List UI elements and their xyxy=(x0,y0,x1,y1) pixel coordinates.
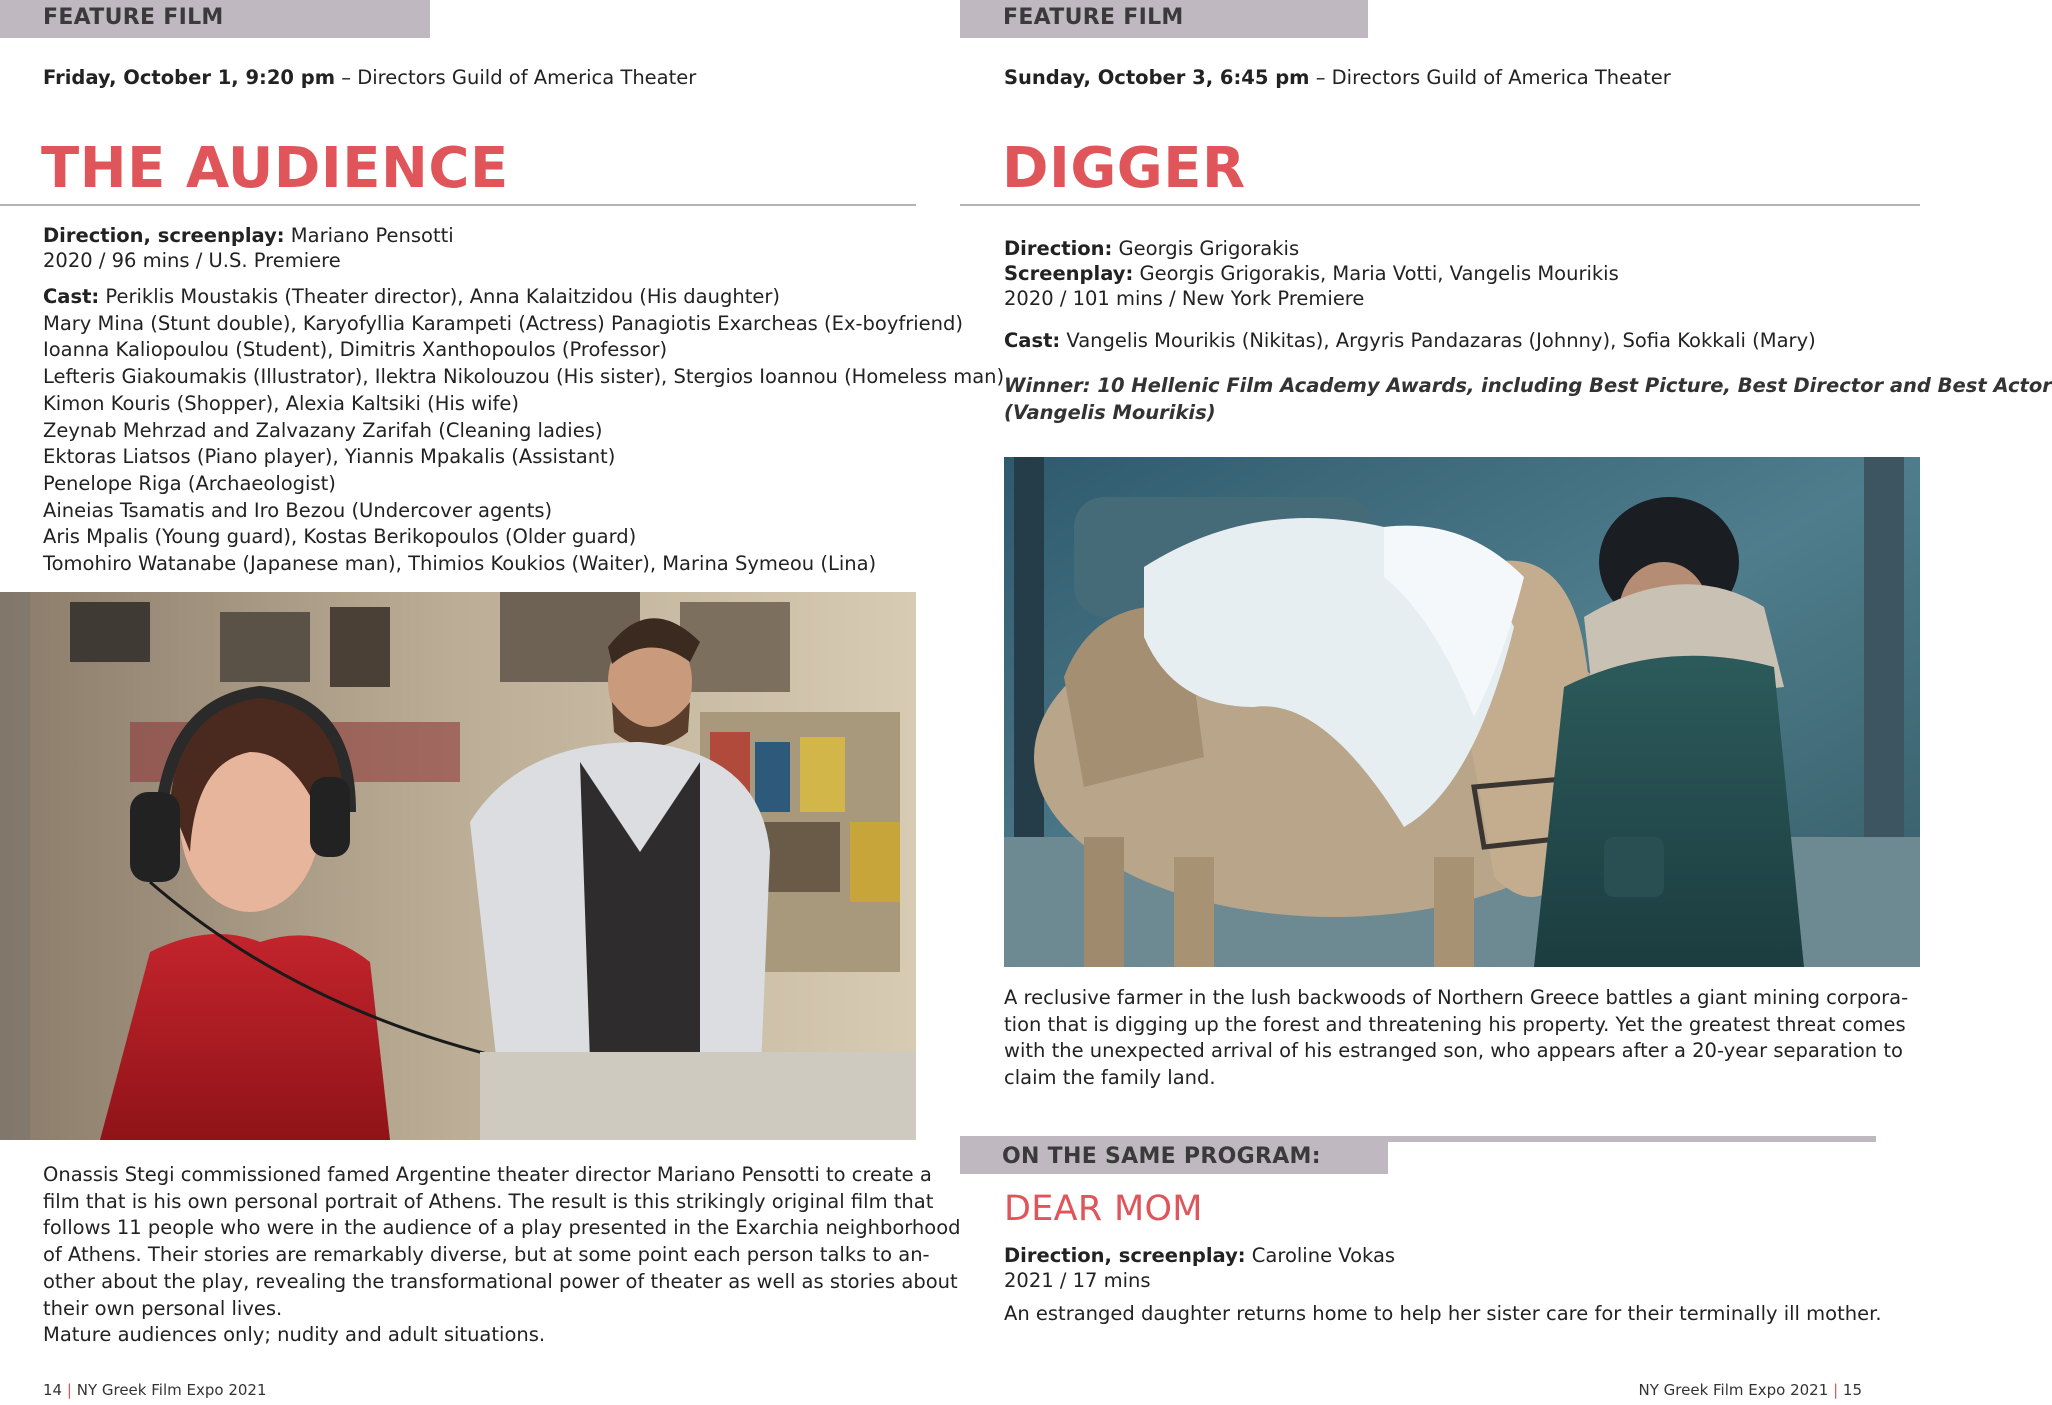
tab-label: FEATURE FILM xyxy=(1003,5,1184,30)
short-film-synopsis: An estranged daughter returns home to help her sister care for their terminally ill mother. xyxy=(1004,1302,1882,1325)
cast-line: Mary Mina (Stunt double), Karyofyllia Karampeti (Actress) Panagiotis Exarcheas (Ex-boyfriend) xyxy=(43,311,964,335)
cast-line: Zeynab Mehrzad and Zalvazany Zarifah (Cleaning ladies) xyxy=(43,418,603,442)
cast-line: Lefteris Giakoumakis (Illustrator), Ilektra Nikolouzou (His sister), Stergios Ioannou (Homeless man) xyxy=(43,365,1005,389)
page-number: 14 xyxy=(43,1381,63,1399)
cast-line: Penelope Riga (Archaeologist) xyxy=(43,471,336,495)
awards-note xyxy=(1004,372,2052,426)
synopsis-line: Onassis Stegi commissioned famed Argentine theater director Mariano Pensotti to create a xyxy=(43,1163,932,1186)
feature-film-tab-left xyxy=(0,0,430,38)
awards-line: Winner: 10 Hellenic Film Academy Awards, including Best Picture, Best Director and Best Actor xyxy=(1004,374,2052,397)
tab-label: ON THE SAME PROGRAM: xyxy=(1002,1144,1321,1169)
synopsis-line: tion that is digging up the forest and threatening his property. Yet the greatest threat comes xyxy=(1004,1012,1906,1036)
cast-label: Cast: xyxy=(43,285,100,308)
cast-line: Cast: Periklis Moustakis (Theater director), Anna Kalaitzidou (His daughter) xyxy=(43,285,780,308)
page-number: 15 xyxy=(1842,1381,1862,1399)
film-meta: 2021 / 17 mins xyxy=(1004,1269,1151,1292)
feature-film-tab-right xyxy=(960,0,1368,38)
credits-left xyxy=(43,223,454,273)
credit-value: Caroline Vokas xyxy=(1245,1244,1396,1267)
film-title-left: THE AUDIENCE xyxy=(41,136,509,201)
film-meta: 2020 / 101 mins / New York Premiere xyxy=(1004,287,1365,310)
synopsis-line: claim the family land. xyxy=(1004,1066,1216,1090)
screenplay-value: Georgis Grigorakis, Maria Votti, Vangelis Mourikis xyxy=(1133,262,1619,285)
short-film-title: DEAR MOM xyxy=(1004,1189,1203,1229)
same-program-tab xyxy=(960,1140,1388,1174)
film-still-digger xyxy=(1004,457,1920,967)
footer-separator: | xyxy=(1833,1381,1839,1399)
synopsis-left xyxy=(43,1162,961,1349)
cast-line: Ioanna Kaliopoulou (Student), Dimitris Xanthopoulos (Professor) xyxy=(43,338,668,362)
synopsis-line: with the unexpected arrival of his estranged son, who appears after a 20-year separation to xyxy=(1004,1039,1903,1063)
synopsis-line: other about the play, revealing the transformational power of theater as well as stories about xyxy=(43,1269,958,1293)
synopsis-line: their own personal lives. xyxy=(43,1296,283,1320)
footer-text: NY Greek Film Expo 2021 xyxy=(1638,1381,1829,1399)
synopsis-line: Mature audiences only; nudity and adult situations. xyxy=(43,1323,546,1347)
date-venue: – Directors Guild of America Theater xyxy=(335,66,697,89)
synopsis-line: follows 11 people who were in the audience of a play presented in the Exarchia neighborhood xyxy=(43,1216,961,1240)
cast-line: Tomohiro Watanabe (Japanese man), Thimios Koukios (Waiter), Marina Symeou (Lina) xyxy=(43,552,877,576)
cast-line: Aris Mpalis (Young guard), Kostas Berikopoulos (Older guard) xyxy=(43,525,637,549)
date-bold: Friday, October 1, 9:20 pm xyxy=(43,66,336,89)
film-title-right: DIGGER xyxy=(1002,136,1246,201)
awards-line: (Vangelis Mourikis) xyxy=(1004,401,1216,424)
credit-value: Mariano Pensotti xyxy=(284,224,454,247)
credit-label: Direction, screenplay: xyxy=(1004,1244,1246,1267)
short-film-credits xyxy=(1004,1243,1395,1293)
date-bold: Sunday, October 3, 6:45 pm xyxy=(1004,66,1310,89)
cast-line: Ektoras Liatsos (Piano player), Yiannis Mpakalis (Assistant) xyxy=(43,445,616,469)
cast-list-right xyxy=(1004,328,1816,355)
footer-separator: | xyxy=(66,1381,72,1399)
synopsis-line: film that is his own personal portrait of Athens. The result is this strikingly original film that xyxy=(43,1189,934,1213)
page-footer-left xyxy=(43,1381,267,1399)
credit-label: Direction, screenplay: xyxy=(43,224,285,247)
cast-line: Aineias Tsamatis and Iro Bezou (Undercover agents) xyxy=(43,498,553,522)
synopsis-line: of Athens. Their stories are remarkably diverse, but at some point each person talks to an- xyxy=(43,1243,930,1267)
cast-value: Vangelis Mourikis (Nikitas), Argyris Pandazaras (Johnny), Sofia Kokkali (Mary) xyxy=(1060,329,1816,352)
credits-right xyxy=(1004,236,1619,311)
synopsis-right xyxy=(1004,985,1908,1092)
film-still-the-audience xyxy=(0,592,916,1140)
date-venue: – Directors Guild of America Theater xyxy=(1309,66,1671,89)
direction-label: Direction: xyxy=(1004,237,1113,260)
tab-label: FEATURE FILM xyxy=(43,5,224,30)
film-meta: 2020 / 96 mins / U.S. Premiere xyxy=(43,249,341,272)
page-footer-right xyxy=(1639,1381,1863,1399)
cast-list-left xyxy=(43,284,1004,578)
title-rule-left xyxy=(0,204,916,206)
screening-date-right xyxy=(1004,66,1671,89)
screenplay-label: Screenplay: xyxy=(1004,262,1134,285)
cast-line: Kimon Kouris (Shopper), Alexia Kaltsiki (His wife) xyxy=(43,391,519,415)
screening-date-left xyxy=(43,66,696,89)
title-rule-right xyxy=(960,204,1920,206)
cast-label: Cast: xyxy=(1004,329,1061,352)
footer-text: NY Greek Film Expo 2021 xyxy=(76,1381,267,1399)
direction-value: Georgis Grigorakis xyxy=(1112,237,1300,260)
synopsis-line: A reclusive farmer in the lush backwoods of Northern Greece battles a giant mining corpora- xyxy=(1004,986,1909,1009)
